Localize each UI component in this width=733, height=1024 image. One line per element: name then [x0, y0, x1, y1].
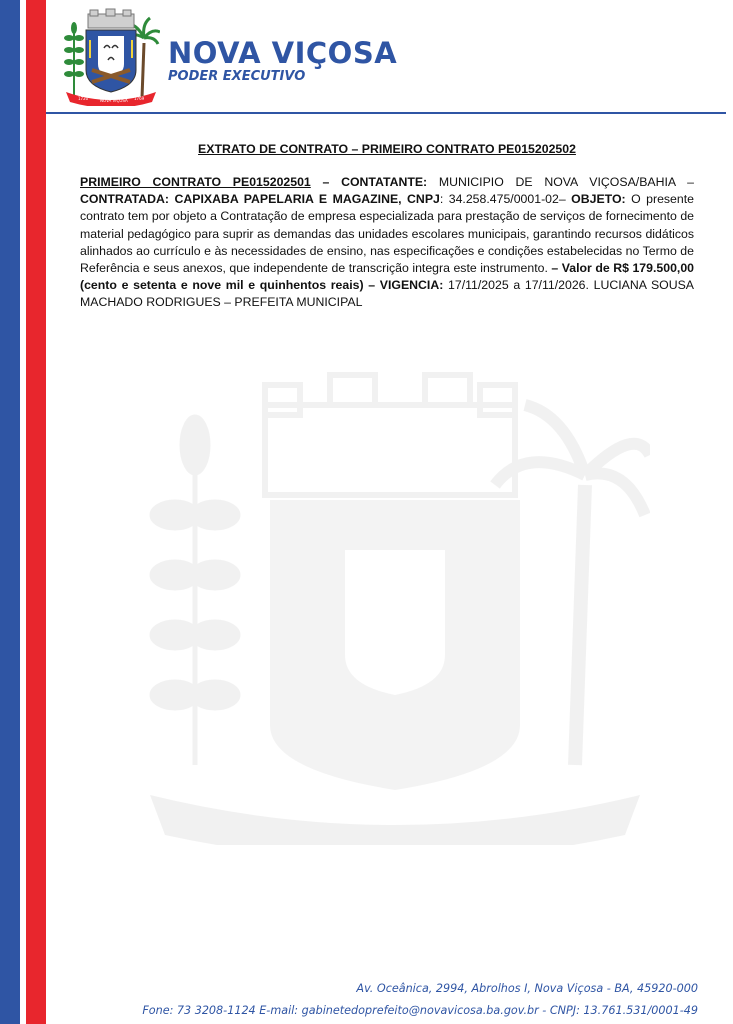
footer-contact: Fone: 73 3208-1124 E-mail: gabinetedoprefeito@novavicosa.ba.gov.br - CNPJ: 13.761.531/0001-49 [142, 1004, 698, 1017]
brand-subtitle: PODER EXECUTIVO [168, 69, 306, 84]
left-blue-stripe [0, 0, 20, 1024]
separator: – [310, 175, 342, 189]
brand-name: NOVA VIÇOSA [168, 36, 398, 70]
contratada-label: CONTRATADA: CAPIXABA PAPELARIA E MAGAZINE, CNPJ [80, 192, 440, 207]
crest-watermark [135, 365, 650, 845]
municipal-crest-logo [60, 8, 160, 106]
left-red-stripe [26, 0, 46, 1024]
crest-year-right: 1769 [134, 96, 145, 101]
contract-extract [80, 142, 694, 312]
document-title: EXTRATO DE CONTRATO – PRIMEIRO CONTRATO PE015202502 [198, 142, 576, 156]
objeto-label: OBJETO: [571, 192, 626, 207]
crest-year-left: 1720 [78, 96, 89, 101]
contratante-label: CONTATANTE: [341, 175, 428, 189]
header-divider [46, 112, 726, 114]
document-body [80, 174, 694, 312]
crest-name: NOVA VIÇOSA [100, 98, 128, 103]
objeto-value: O presente contrato tem por objeto a Contratação de empresa especializada para prestação de serviços de fornecimento de material pedagógico para suprir as demandas das unidades escolares municipais, garantindo recursos didáticos alinhados ao currículo e às necessidades de ensino, nas especificações e condições estabelecidas no Termo de Referência e seus anexos, que independente de transcrição integra este instrumento. [80, 192, 694, 276]
contratada-value: : 34.258.475/0001-02– [439, 192, 572, 207]
footer [142, 978, 698, 1022]
brand-block [168, 38, 397, 85]
vigencia-value: 17/11/2025 a 17/11/2026. LUCIANA SOUSA MACHADO RODRIGUES – PREFEITA MUNICIPAL [80, 278, 694, 310]
contract-ref: PRIMEIRO CONTRATO PE015202501 [80, 175, 311, 189]
footer-address: Av. Oceânica, 2994, Abrolhos I, Nova Viçosa - BA, 45920-000 [356, 982, 698, 995]
valor-label: – Valor de R$ 179.500,00 (cento e setenta e nove mil e quinhentos reais) – VIGENCIA: [80, 261, 694, 293]
contratante-value: MUNICIPIO DE NOVA VIÇOSA/BAHIA – [427, 175, 694, 189]
